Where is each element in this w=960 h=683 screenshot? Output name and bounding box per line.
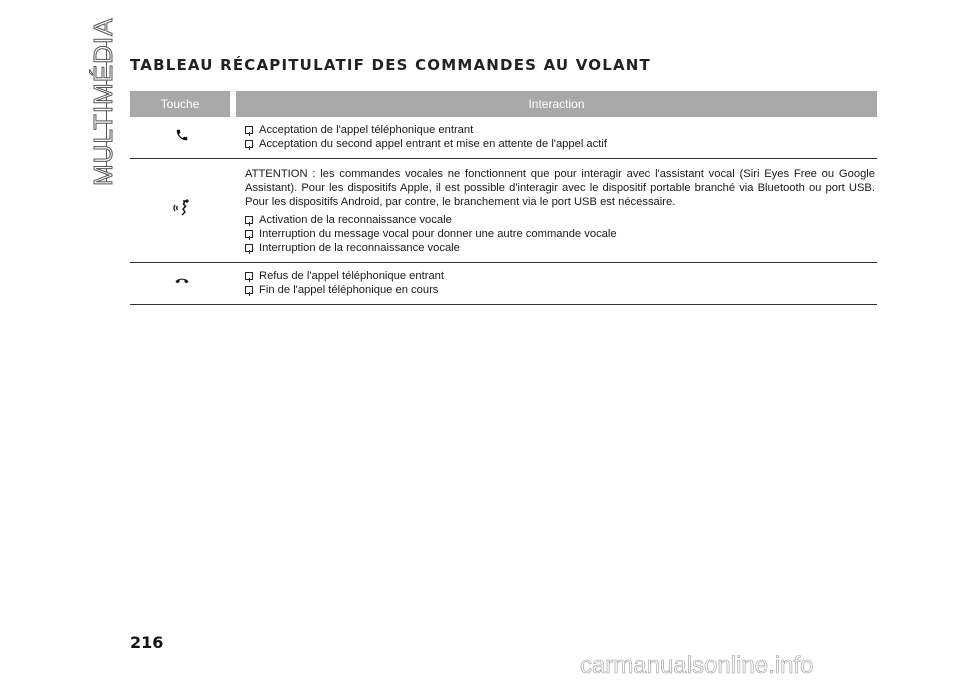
page-title: TABLEAU RÉCAPITULATIF DES COMMANDES AU VOLANT [130, 56, 651, 74]
list-item: Acceptation de l'appel téléphonique entrant [245, 123, 877, 137]
list-item: Interruption de la reconnaissance vocale [245, 241, 877, 255]
phone-answer-icon [130, 117, 233, 159]
attention-note: ATTENTION : les commandes vocales ne fonctionnent que pour interagir avec l'assistant vocal (Siri Eyes Free ou Google Assistant). Pour les dispositifs Apple, il est possible d'interagir avec le dispositif portable branché via Bluetooth ou port USB. Pour les dispositifs Android, par contre, le branchement via le port USB est nécessaire. [245, 168, 875, 208]
header-key: Touche [130, 91, 233, 117]
list-item: Acceptation du second appel entrant et mise en attente de l'appel actif [245, 137, 877, 151]
header-interaction: Interaction [233, 91, 877, 117]
row-interaction [233, 263, 877, 305]
voice-command-icon [130, 159, 233, 263]
table-row [130, 263, 877, 305]
row-interaction [233, 159, 877, 263]
section-label: MULTIMÉDIA [88, 17, 118, 186]
row-interaction [233, 117, 877, 159]
page-number: 216 [130, 633, 164, 652]
list-item: Activation de la reconnaissance vocale [245, 213, 877, 227]
phone-hangup-icon [130, 263, 233, 305]
list-item: Interruption du message vocal pour donner une autre commande vocale [245, 227, 877, 241]
commands-table [130, 91, 877, 305]
table-row [130, 117, 877, 159]
list-item: Refus de l'appel téléphonique entrant [245, 269, 877, 283]
table-row [130, 159, 877, 263]
table-header-row [130, 91, 877, 117]
watermark: carmanualsonline.info [580, 652, 814, 679]
list-item: Fin de l'appel téléphonique en cours [245, 283, 877, 297]
